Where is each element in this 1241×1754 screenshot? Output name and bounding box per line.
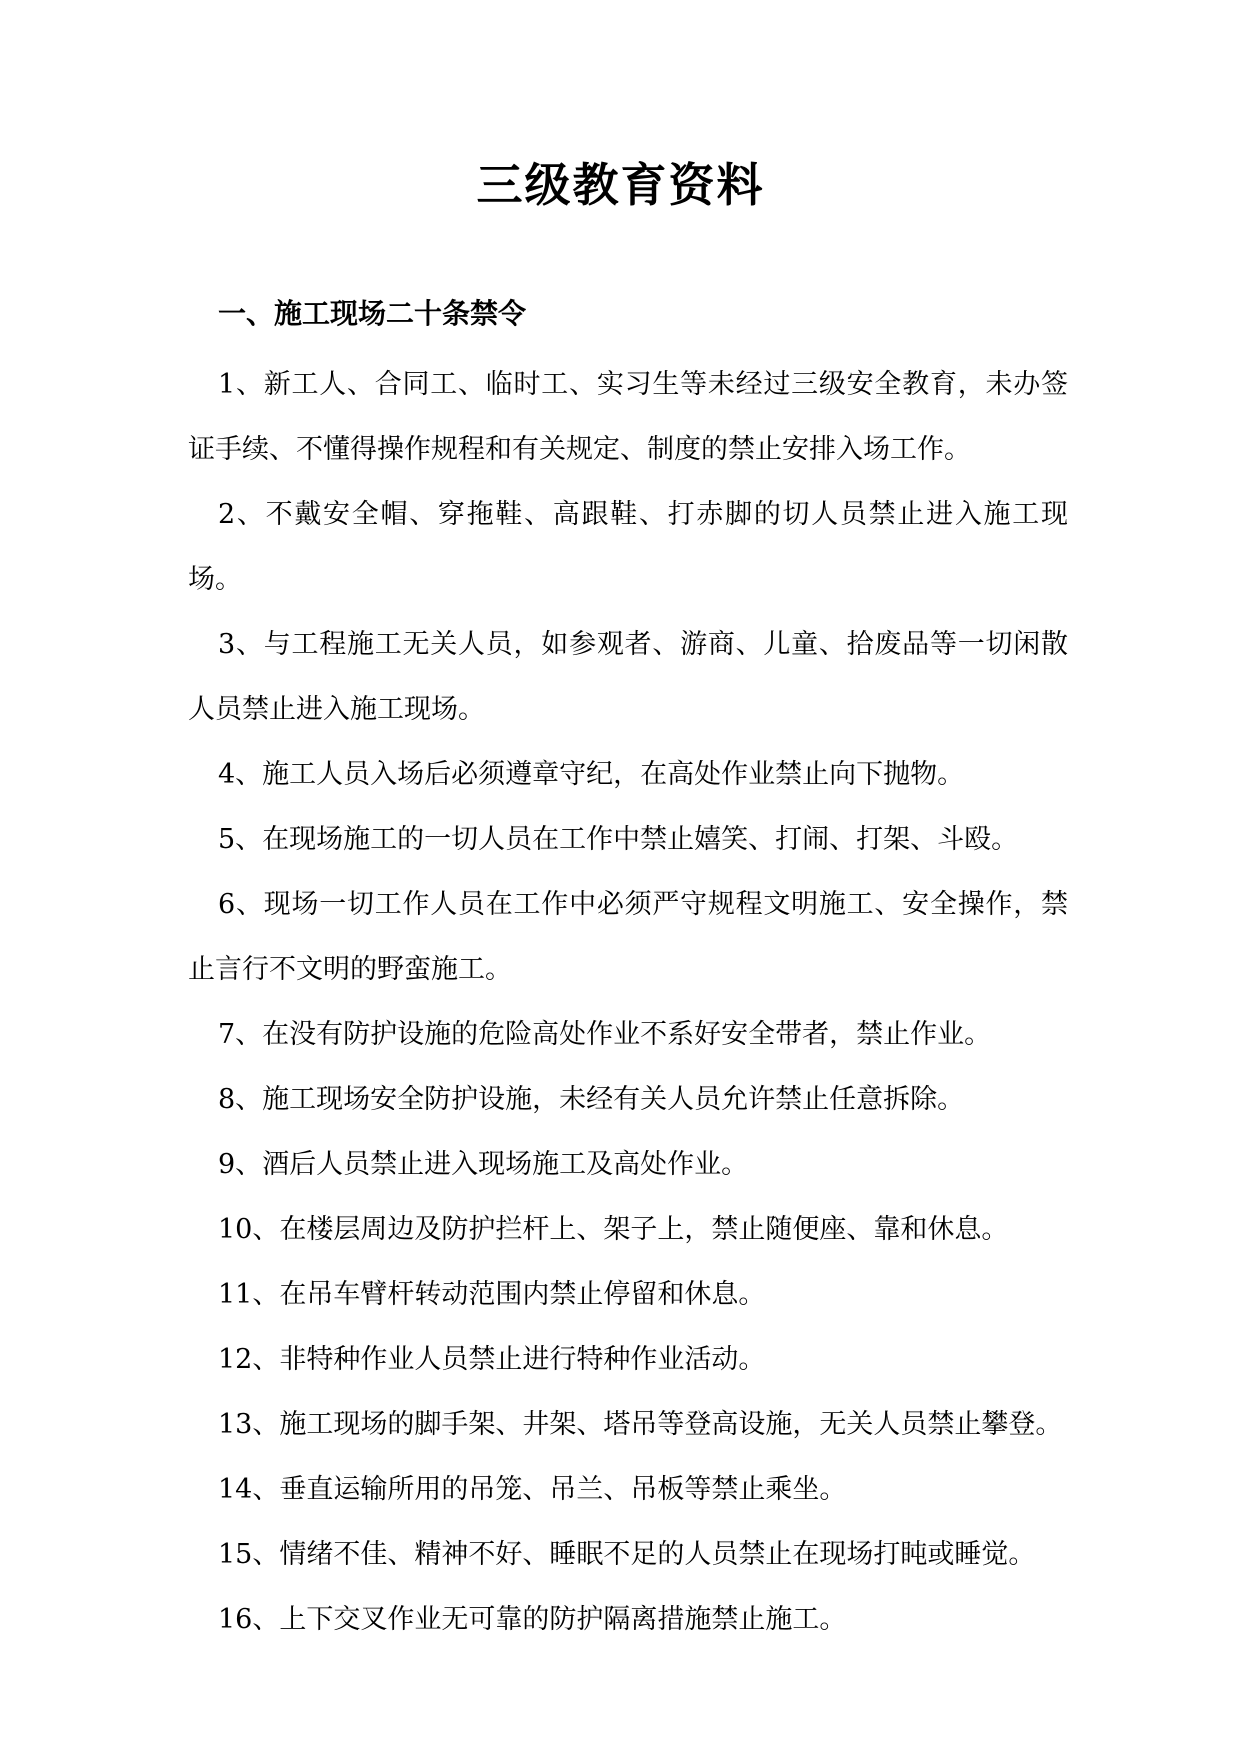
section-heading: 一、施工现场二十条禁令	[218, 297, 527, 330]
rule-item: 4、施工人员入场后必须遵章守纪，在高处作业禁止向下抛物。	[218, 759, 965, 790]
rule-item: 7、在没有防护设施的危险高处作业不系好安全带者，禁止作业。	[218, 1019, 992, 1050]
rule-item: 11、在吊车臂杆转动范围内禁止停留和休息。	[218, 1279, 766, 1310]
rule-item: 1、新工人、合同工、临时工、实习生等未经过三级安全教育，未办签证手续、不懂得操作规程和有关规定、制度的禁止安排入场工作。	[188, 369, 1068, 465]
rule-item: 15、情绪不佳、精神不好、睡眠不足的人员禁止在现场打盹或睡觉。	[218, 1539, 1036, 1570]
rule-item: 14、垂直运输所用的吊笼、吊兰、吊板等禁止乘坐。	[218, 1474, 847, 1505]
document-title: 三级教育资料	[476, 158, 765, 212]
rule-item: 10、在楼层周边及防护拦杆上、架子上，禁止随便座、靠和休息。	[218, 1214, 1009, 1245]
rule-item: 6、现场一切工作人员在工作中必须严守规程文明施工、安全操作，禁止言行不文明的野蛮施工。	[188, 889, 1068, 985]
rule-item: 9、酒后人员禁止进入现场施工及高处作业。	[218, 1149, 749, 1180]
rule-item: 12、非特种作业人员禁止进行特种作业活动。	[218, 1344, 766, 1375]
rules-list	[188, 352, 1068, 1652]
rule-item: 8、施工现场安全防护设施，未经有关人员允许禁止任意拆除。	[218, 1084, 965, 1115]
rule-item: 5、在现场施工的一切人员在工作中禁止嬉笑、打闹、打架、斗殴。	[218, 824, 1019, 855]
rule-item: 3、与工程施工无关人员，如参观者、游商、儿童、拾废品等一切闲散人员禁止进入施工现场。	[188, 629, 1068, 725]
rule-item: 16、上下交叉作业无可靠的防护隔离措施禁止施工。	[218, 1604, 847, 1635]
rule-item: 13、施工现场的脚手架、井架、塔吊等登高设施，无关人员禁止攀登。	[218, 1409, 1063, 1440]
rule-item: 2、不戴安全帽、穿拖鞋、高跟鞋、打赤脚的切人员禁止进入施工现场。	[188, 499, 1068, 595]
